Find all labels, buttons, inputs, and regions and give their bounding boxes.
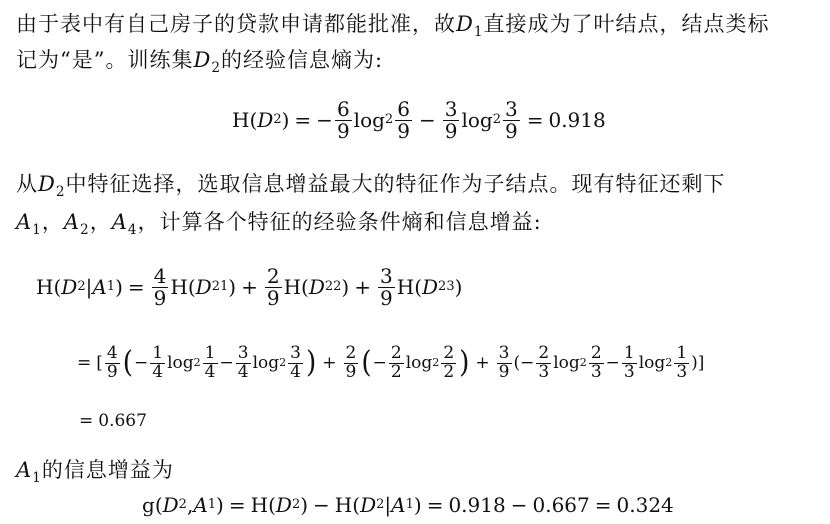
paragraph-3: $A_1$的信息增益为 xyxy=(16,458,174,486)
fraction: $\frac{4}{9}$ xyxy=(153,263,167,310)
fraction: $\frac{3}{9}$ xyxy=(444,96,458,143)
equation-entropy-d2: H ( D 2 ) = − $\frac{6}{9}$ log 2 $\frac{6}{9}$ − $\frac{3}{9}$ log 2 $\frac{3}{9}$ = 0.918 xyxy=(232,96,606,143)
entropy-result: 0.918 xyxy=(548,108,606,132)
fraction: $\frac{3}{9}$ xyxy=(380,263,393,310)
cond-entropy-result: 0.667 xyxy=(98,411,147,431)
fraction: $\frac{6}{9}$ xyxy=(397,96,410,143)
subscript: 1 xyxy=(473,23,484,40)
equation-info-gain: g ( D 2 , A 1 ) = H ( D 2 ) − H ( D 2 | A 1 ) = 0.918 − 0.667 = 0.324 xyxy=(142,493,674,517)
text: 由于表中有自己房子的贷款申请都能批准，故 xyxy=(16,12,456,36)
subscript: 2 xyxy=(211,59,222,76)
symbol-d: D xyxy=(456,12,474,36)
fraction: $\frac{3}{9}$ xyxy=(504,96,518,143)
fraction: $\frac{6}{9}$ xyxy=(336,96,350,143)
equation-cond-entropy-result: = 0.667 xyxy=(79,411,147,431)
symbol-d: D xyxy=(193,48,212,72)
paragraph-1-line-1 xyxy=(16,8,770,40)
paragraph-1-line-2 xyxy=(16,44,383,76)
paragraph-2-line-2: $A_1$，$A_2$，$A_4$，计算各个特征的经验条件熵和信息增益: xyxy=(16,210,542,238)
fraction: $\frac{2}{9}$ xyxy=(266,263,280,310)
equation-cond-entropy-def: H ( D 2 | A 1 ) = $\frac{4}{9}$ H ( D 21 ) + $\frac{2}{9}$ H ( D 22 ) + $\frac{3}{9}$ H ( D 23 ) xyxy=(36,263,463,310)
text: 记为“是”。训练集 xyxy=(16,48,194,72)
equation-cond-entropy-expanded: = [ $\frac{4}{9}$ ( − $\frac{1}{4}$ log 2 $\frac{1}{4}$ − $\frac{3}{4}$ log 2 $\frac{3}{4}$ ) + $\frac{2}{9}$ ( − $\frac{2}{2}$ log 2 $\frac{2}{2}$ ) + $\frac{3}{9}$ ( − $\frac{2}{3}$ log 2 $\frac{2}{3}$ − $\frac{1}{3}$ log 2 $\frac{1}{3}$ )] xyxy=(77,342,705,382)
gain-result: 0.324 xyxy=(616,493,674,517)
text: 的经验信息熵为: xyxy=(221,48,384,72)
paragraph-2-line-1: 从$D_2$中特征选择，选取信息增益最大的特征作为子结点。现有特征还剩下 xyxy=(16,172,726,200)
text: 直接成为了叶结点，结点类标 xyxy=(483,12,770,36)
